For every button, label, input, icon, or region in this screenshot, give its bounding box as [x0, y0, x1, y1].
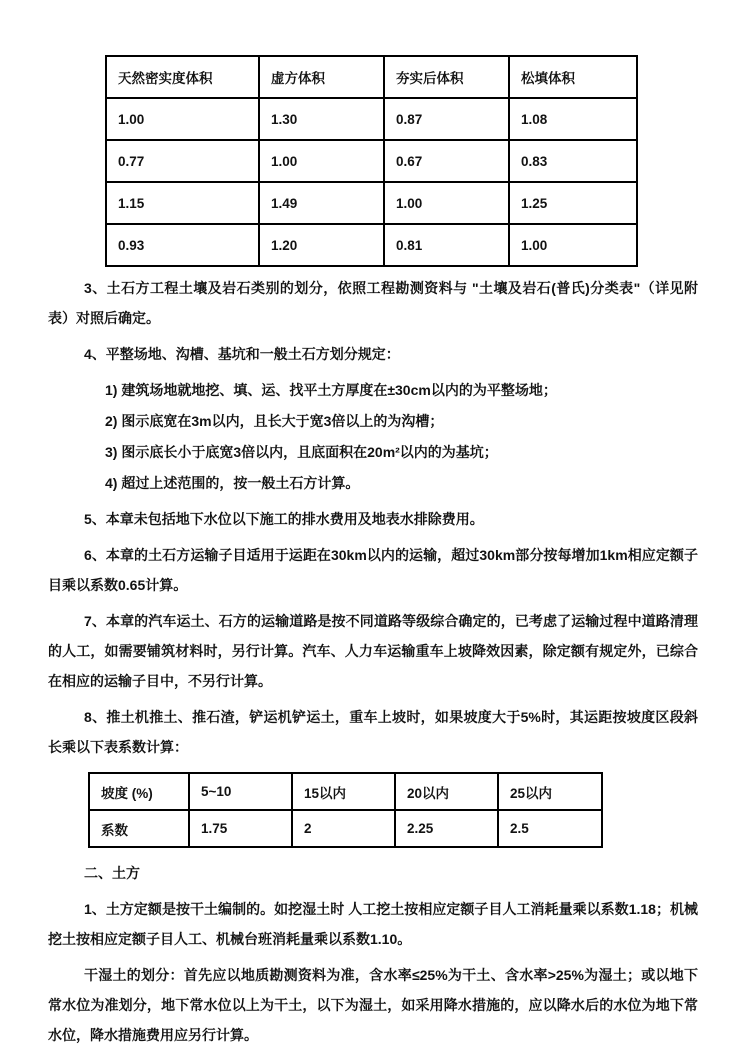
- list-item-2: 2) 图示底宽在3m以内，且长大于宽3倍以上的为沟槽；: [105, 413, 444, 429]
- paragraph-6: 6、本章的土石方运输子目适用于运距在30km以内的运输，超过30km部分按每增加1km相应定额子目乘以系数0.65计算。: [48, 547, 698, 593]
- slope-coefficient-table: [88, 772, 603, 848]
- section2-paragraph-2: 干湿土的划分：首先应以地质勘测资料为准，含水率≤25%为干土、含水率>25%为湿土；或以地下常水位为准划分，地下常水位以上为干土，以下为湿土，如采用降水措施的，应以降水后的水位为地下常水位，降水措施费用应另行计算。: [48, 967, 698, 1043]
- table-cell: 1.00: [509, 224, 637, 266]
- table-row: [106, 98, 637, 140]
- table-cell: 1.00: [106, 98, 259, 140]
- table-cell: 1.08: [509, 98, 637, 140]
- table-cell: 0.67: [384, 140, 509, 182]
- table-row: [106, 140, 637, 182]
- paragraph-4: 4、平整场地、沟槽、基坑和一般土石方划分规定：: [84, 346, 400, 362]
- table-header-cell: 夯实后体积: [384, 56, 509, 98]
- list-item-4: 4) 超过上述范围的，按一般土石方计算。: [105, 475, 360, 491]
- table-cell: 1.00: [259, 140, 384, 182]
- table-cell: 25以内: [498, 773, 602, 810]
- table-cell: 0.93: [106, 224, 259, 266]
- table-header-cell: 虚方体积: [259, 56, 384, 98]
- table-cell: 20以内: [395, 773, 498, 810]
- table-header-cell: 系数: [89, 810, 189, 847]
- table-cell: 2.25: [395, 810, 498, 847]
- table-cell: 1.20: [259, 224, 384, 266]
- table-cell: 5~10: [189, 773, 292, 810]
- table-header-cell: 松填体积: [509, 56, 637, 98]
- table-cell: 1.49: [259, 182, 384, 224]
- table-row: [106, 182, 637, 224]
- table-cell: 1.75: [189, 810, 292, 847]
- paragraph-3: 3、土石方工程土壤及岩石类别的划分，依照工程勘测资料与 "土壤及岩石(普氏)分类表"（详见附表）对照后确定。: [48, 280, 698, 326]
- table-cell: 1.30: [259, 98, 384, 140]
- table-header-cell: 天然密实度体积: [106, 56, 259, 98]
- table-cell: 2.5: [498, 810, 602, 847]
- table-row: [106, 224, 637, 266]
- list-item-3: 3) 图示底长小于底宽3倍以内，且底面积在20m²以内的为基坑；: [105, 444, 498, 460]
- table-row-slope: [89, 773, 602, 810]
- paragraph-7: 7、本章的汽车运土、石方的运输道路是按不同道路等级综合确定的，已考虑了运输过程中道路清理的人工，如需要铺筑材料时，另行计算。汽车、人力车运输重车上坡降效因素，除定额有规定外，已综合在相应的运输子目中，不另行计算。: [48, 613, 698, 689]
- paragraph-5: 5、本章未包括地下水位以下施工的排水费用及地表水排除费用。: [84, 511, 484, 527]
- table-cell: 1.25: [509, 182, 637, 224]
- table-cell: 0.77: [106, 140, 259, 182]
- table-row-coefficient: [89, 810, 602, 847]
- table-header-row: [106, 56, 637, 98]
- table-header-cell: 坡度 (%): [89, 773, 189, 810]
- paragraph-8: 8、推土机推土、推石渣，铲运机铲运土，重车上坡时，如果坡度大于5%时，其运距按坡度区段斜长乘以下表系数计算：: [48, 709, 698, 755]
- table-cell: 15以内: [292, 773, 395, 810]
- table-cell: 1.15: [106, 182, 259, 224]
- table-cell: 0.81: [384, 224, 509, 266]
- table-cell: 0.87: [384, 98, 509, 140]
- table-cell: 0.83: [509, 140, 637, 182]
- section2-paragraph-1: 1、土方定额是按干土编制的。如挖湿土时 人工挖土按相应定额子目人工消耗量乘以系数1.18；机械挖土按相应定额子目人工、机械台班消耗量乘以系数1.10。: [48, 901, 698, 947]
- volume-conversion-table: [105, 55, 638, 267]
- section-heading: 二、土方: [84, 865, 140, 881]
- list-item-1: 1) 建筑场地就地挖、填、运、找平土方厚度在±30cm以内的为平整场地；: [105, 382, 557, 398]
- table-cell: 2: [292, 810, 395, 847]
- table-cell: 1.00: [384, 182, 509, 224]
